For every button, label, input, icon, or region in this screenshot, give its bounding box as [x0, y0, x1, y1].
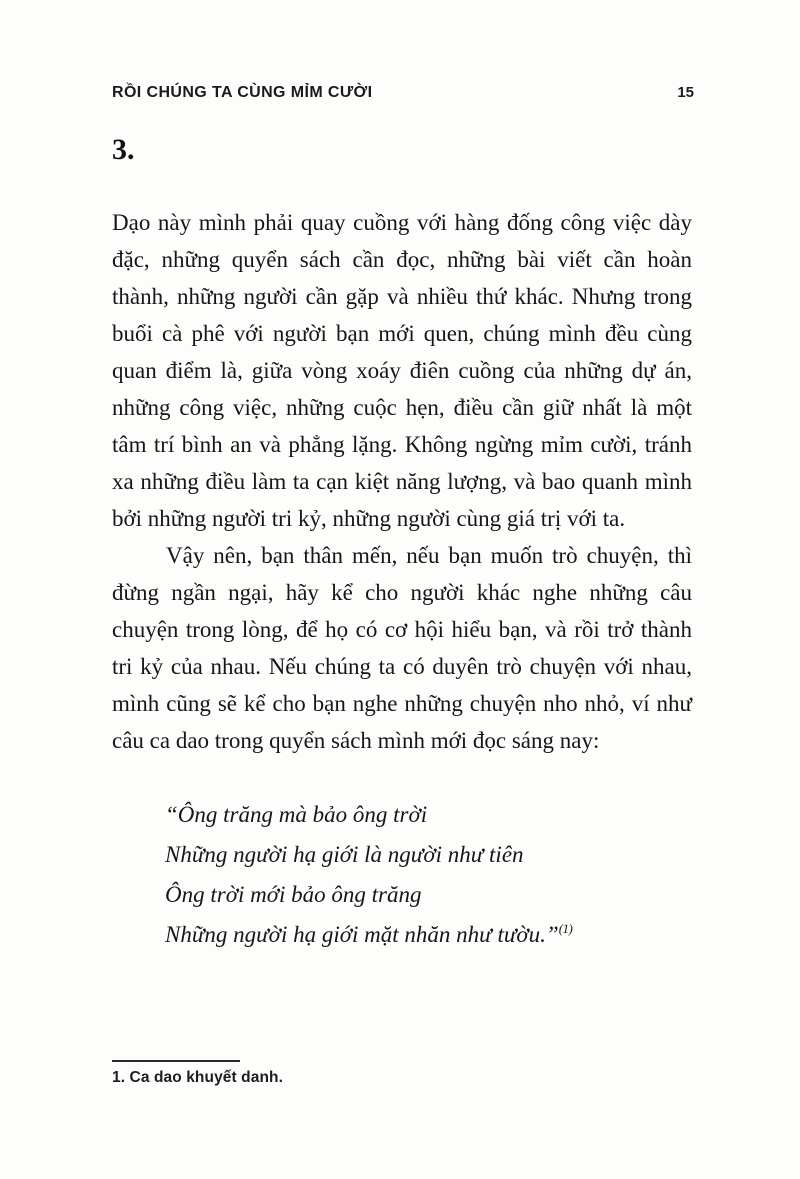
poem-quote [165, 795, 692, 955]
footnote [112, 1060, 283, 1087]
poem-line-text: Những người hạ giới mặt nhăn như tườu.” [165, 922, 559, 947]
poem-line: “Ông trăng mà bảo ông trời [165, 802, 428, 827]
paragraph: Dạo này mình phải quay cuồng với hàng đống công việc dày đặc, những quyển sách cần đọc, những bài viết cần hoàn thành, những người cần gặp và nhiều thứ khác. Nhưng trong buổi cà phê với người bạn mới quen, chúng mình đều cùng quan điểm là, giữa vòng xoáy điên cuồng của những dự án, những công việc, những cuộc hẹn, điều cần giữ nhất là một tâm trí bình an và phẳng lặng. Không ngừng mỉm cười, tránh xa những điều làm ta cạn kiệt năng lượng, và bao quanh mình bởi những người tri kỷ, những người cùng giá trị với ta. [112, 210, 692, 531]
paragraph: Vậy nên, bạn thân mến, nếu bạn muốn trò chuyện, thì đừng ngần ngại, hãy kể cho người khác nghe những câu chuyện trong lòng, để họ có cơ hội hiểu bạn, và rồi trở thành tri kỷ của nhau. Nếu chúng ta có duyên trò chuyện với nhau, mình cũng sẽ kể cho bạn nghe những chuyện nho nhỏ, ví như câu ca dao trong quyển sách mình mới đọc sáng nay: [112, 543, 692, 753]
footnote-divider [112, 1060, 240, 1062]
page-number: 15 [677, 84, 694, 101]
running-title: RỒI CHÚNG TA CÙNG MỈM CƯỜI [112, 84, 373, 101]
footnote-text: 1. Ca dao khuyết danh. [112, 1069, 284, 1086]
poem-line: Những người hạ giới là người như tiên [165, 842, 524, 867]
poem-line: Ông trời mới bảo ông trăng [165, 882, 422, 907]
chapter-number: 3. [112, 133, 135, 166]
footnote-marker: (1) [558, 921, 573, 936]
poem-line [165, 915, 692, 955]
body-text [112, 204, 692, 955]
running-header [112, 84, 694, 102]
